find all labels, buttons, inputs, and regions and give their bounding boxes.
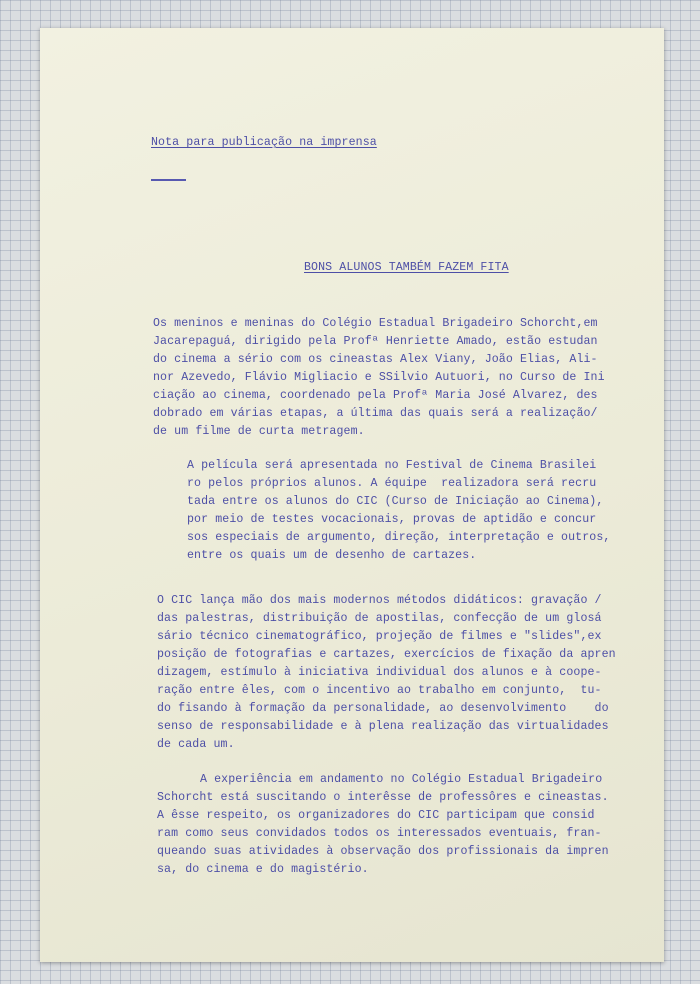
paragraph-line: senso de responsabilidade e à plena realização das virtualidades [157, 720, 609, 733]
paragraph-line: entre os quais um de desenho de cartazes. [187, 549, 477, 562]
paragraph-line: A experiência em andamento no Colégio Estadual Brigadeiro [200, 773, 603, 786]
paragraph-line: tada entre os alunos do CIC (Curso de Iniciação ao Cinema), [187, 495, 604, 508]
document-header: Nota para publicação na imprensa [151, 136, 377, 149]
paragraph-line: O CIC lança mão dos mais modernos métodos didáticos: gravação / [157, 594, 602, 607]
paragraph-line: do cinema a sério com os cineastas Alex Viany, João Elias, Ali- [153, 353, 598, 366]
paragraph-line: das palestras, distribuição de apostilas, confecção de um glosá [157, 612, 602, 625]
paragraph-line: posição de fotografias e cartazes, exercícios de fixação da apren [157, 648, 616, 661]
paragraph-line: do fisando à formação da personalidade, ao desenvolvimento do [157, 702, 609, 715]
paragraph-line: A êsse respeito, os organizadores do CIC participam que consid [157, 809, 595, 822]
paragraph-line: A película será apresentada no Festival de Cinema Brasilei [187, 459, 597, 472]
paragraph-line: Jacarepaguá, dirigido pela Profª Henriette Amado, estão estudan [153, 335, 598, 348]
paragraph-line: sário técnico cinematográfico, projeção de filmes e "slides",ex [157, 630, 602, 643]
paragraph-line: sos especiais de argumento, direção, interpretação e outros, [187, 531, 611, 544]
paragraph-line: dizagem, estímulo à iniciativa individual dos alunos e à coope- [157, 666, 602, 679]
paragraph-line: queando suas atividades à observação dos profissionais da impren [157, 845, 609, 858]
document-title: BONS ALUNOS TAMBÉM FAZEM FITA [304, 261, 509, 274]
paragraph-line: ração entre êles, com o incentivo ao trabalho em conjunto, tu- [157, 684, 602, 697]
paragraph-line: de cada um. [157, 738, 235, 751]
paragraph-line: por meio de testes vocacionais, provas de aptidão e concur [187, 513, 597, 526]
paragraph-line: nor Azevedo, Flávio Migliacio e SSilvio Autuori, no Curso de Ini [153, 371, 605, 384]
paper-sheet [40, 28, 664, 962]
separator-dash [151, 179, 186, 181]
paragraph-line: sa, do cinema e do magistério. [157, 863, 369, 876]
paragraph-line: ram como seus convidados todos os interessados eventuais, fran- [157, 827, 602, 840]
paragraph-line: Schorcht está suscitando o interêsse de professôres e cineastas. [157, 791, 609, 804]
paragraph-line: dobrado em várias etapas, a última das quais será a realização/ [153, 407, 598, 420]
paragraph-line: Os meninos e meninas do Colégio Estadual Brigadeiro Schorcht,em [153, 317, 598, 330]
paragraph-line: de um filme de curta metragem. [153, 425, 365, 438]
paragraph-line: ciação ao cinema, coordenado pela Profª Maria José Alvarez, des [153, 389, 598, 402]
paragraph-line: ro pelos próprios alunos. A équipe realizadora será recru [187, 477, 597, 490]
